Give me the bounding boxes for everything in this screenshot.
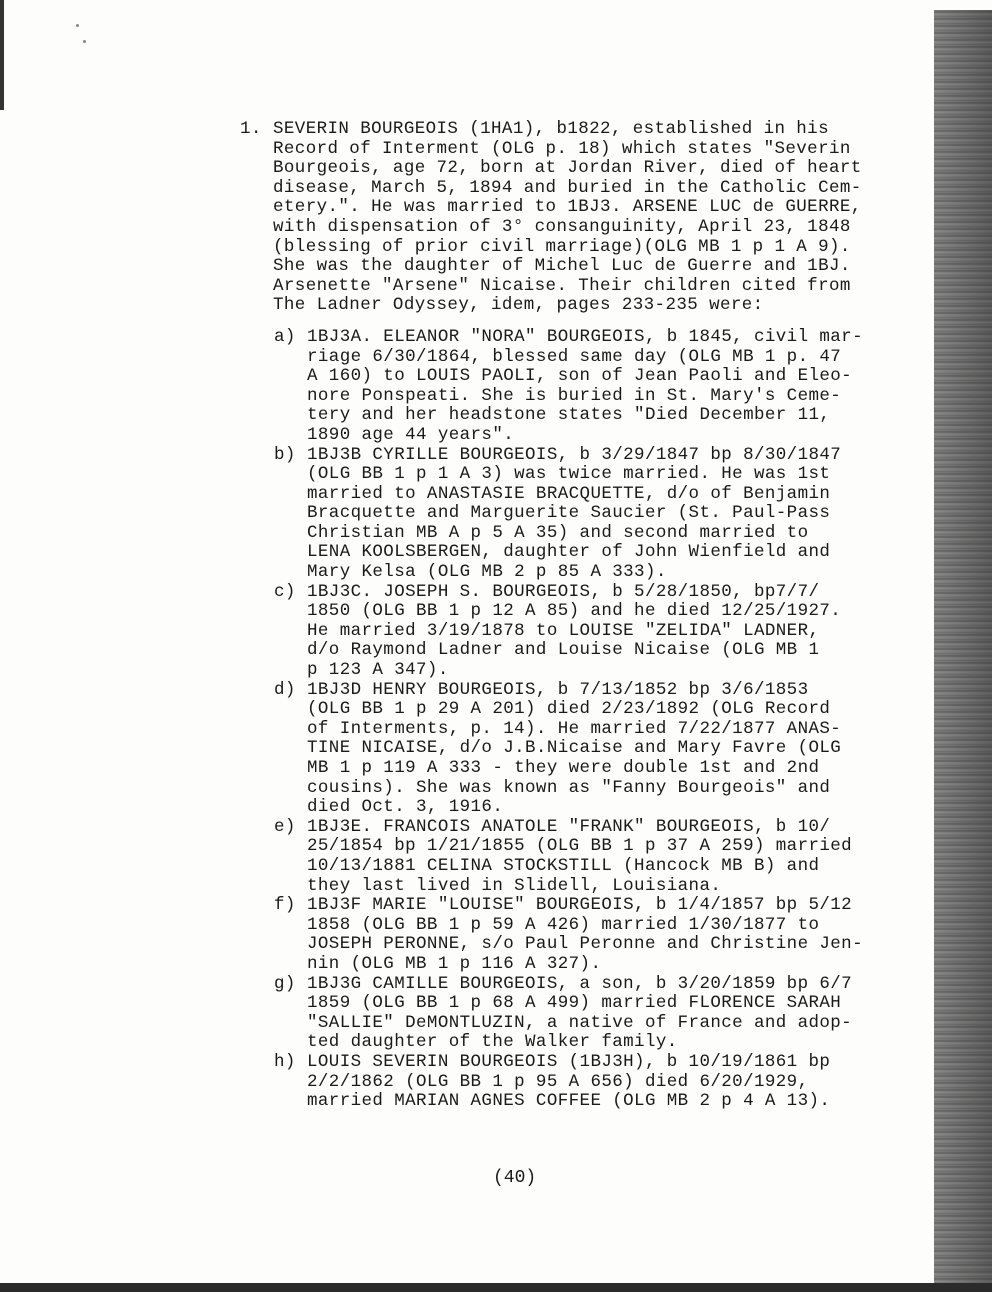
child-line: married to ANASTASIE BRACQUETTE, d/o of Benjamin <box>307 483 831 504</box>
child-body <box>307 818 852 896</box>
child-item <box>274 583 930 681</box>
child-line: riage 6/30/1864, blessed same day (OLG MB 1 p. 47 <box>307 346 842 367</box>
child-body <box>307 681 841 818</box>
child-body <box>307 583 841 681</box>
child-body <box>307 446 841 583</box>
child-line: He married 3/19/1878 to LOUISE "ZELIDA" LADNER, <box>307 620 820 641</box>
child-line: 2/2/1862 (OLG BB 1 p 95 A 656) died 6/20/1929, <box>307 1071 809 1092</box>
scan-edge-right <box>934 10 992 1285</box>
child-line: cousins). She was known as "Fanny Bourgeois" and <box>307 777 831 798</box>
child-line: JOSEPH PERONNE, s/o Paul Peronne and Christine Jen- <box>307 934 863 955</box>
page-number: (40) <box>493 1168 537 1188</box>
child-line: (OLG BB 1 p 29 A 201) died 2/23/1892 (OLG Record <box>307 699 831 720</box>
child-body <box>307 975 852 1053</box>
entry-line: Arsenette "Arsene" Nicaise. Their children cited from <box>273 275 851 296</box>
child-label: c) <box>274 581 296 602</box>
entry-line: disease, March 5, 1894 and buried in the Catholic Cem- <box>273 177 862 198</box>
scan-speck <box>76 24 79 27</box>
child-line: died Oct. 3, 1916. <box>307 797 504 818</box>
child-item <box>274 446 930 583</box>
child-line: 1BJ3E. FRANCOIS ANATOLE "FRANK" BOURGEOIS, b 10/ <box>307 816 831 837</box>
child-line: TINE NICAISE, d/o J.B.Nicaise and Mary Favre (OLG <box>307 738 842 759</box>
child-item <box>274 896 930 974</box>
entry-line: Bourgeois, age 72, born at Jordan River, died of heart <box>273 158 862 179</box>
child-line: Mary Kelsa (OLG MB 2 p 85 A 333). <box>307 562 667 583</box>
entry-body <box>273 120 930 316</box>
child-line: of Interments, p. 14). He married 7/22/1877 ANAS- <box>307 718 842 739</box>
child-item <box>274 681 930 818</box>
child-line: 1BJ3D HENRY BOURGEOIS, b 7/13/1852 bp 3/6/1853 <box>307 679 809 700</box>
child-line: 1BJ3A. ELEANOR "NORA" BOURGEOIS, b 1845, civil mar- <box>307 326 863 347</box>
child-item <box>274 818 930 896</box>
entry-line: SEVERIN BOURGEOIS (1HA1), b1822, established in his <box>273 119 829 139</box>
scan-edge-bottom <box>0 1283 992 1292</box>
child-line: nore Ponspeati. She is buried in St. Mary's Ceme- <box>307 385 842 406</box>
scan-edge-left <box>0 0 4 110</box>
entry-number: 1. <box>240 119 262 139</box>
child-label: b) <box>274 444 296 465</box>
child-line: LENA KOOLSBERGEN, daughter of John Wienfield and <box>307 542 831 563</box>
child-line: 10/13/1881 CELINA STOCKSTILL (Hancock MB B) and <box>307 855 820 876</box>
entry-line: Record of Interment (OLG p. 18) which states "Severin <box>273 138 851 159</box>
child-line: tery and her headstone states "Died December 11, <box>307 405 831 426</box>
entry-line: etery.". He was married to 1BJ3. ARSENE LUC de GUERRE, <box>273 197 862 218</box>
child-label: g) <box>274 973 296 994</box>
child-body <box>307 1053 830 1112</box>
child-line: 1858 (OLG BB 1 p 59 A 426) married 1/30/1877 to <box>307 914 820 935</box>
child-line: d/o Raymond Ladner and Louise Nicaise (OLG MB 1 <box>307 640 820 661</box>
child-line: ted daughter of the Walker family. <box>307 1032 678 1053</box>
child-line: LOUIS SEVERIN BOURGEOIS (1BJ3H), b 10/19/1861 bp <box>307 1051 831 1072</box>
child-label: e) <box>274 816 296 837</box>
child-line: Christian MB A p 5 A 35) and second married to <box>307 522 809 543</box>
child-line: MB 1 p 119 A 333 - they were double 1st and 2nd <box>307 758 820 778</box>
child-label: a) <box>274 326 296 347</box>
child-line: "SALLIE" DeMONTLUZIN, a native of France and adop- <box>307 1012 853 1033</box>
entry-line: with dispensation of 3° consanguinity, April 23, 1848 <box>273 216 851 237</box>
child-item <box>274 1053 930 1112</box>
child-line: married MARIAN AGNES COFFEE (OLG MB 2 p 4 A 13). <box>307 1091 831 1112</box>
child-line: (OLG BB 1 p 1 A 3) was twice married. He was 1st <box>307 464 831 485</box>
scan-speck <box>83 40 86 43</box>
child-label: d) <box>274 679 296 700</box>
entry-line: She was the daughter of Michel Luc de Guerre and 1BJ. <box>273 256 851 277</box>
child-line: 1890 age 44 years". <box>307 424 515 445</box>
child-line: 1BJ3B CYRILLE BOURGEOIS, b 3/29/1847 bp 8/30/1847 <box>307 444 842 465</box>
child-line: nin (OLG MB 1 p 116 A 327). <box>307 953 602 974</box>
child-line: A 160) to LOUIS PAOLI, son of Jean Paoli and Eleo- <box>307 366 853 387</box>
child-label: h) <box>274 1051 296 1072</box>
children-list <box>274 328 930 1112</box>
typed-text <box>240 120 930 1112</box>
child-line: Bracquette and Marguerite Saucier (St. Paul-Pass <box>307 503 831 524</box>
entry-severin <box>240 120 930 316</box>
child-line: 1859 (OLG BB 1 p 68 A 499) married FLORENCE SARAH <box>307 993 842 1014</box>
entry-line: The Ladner Odyssey, idem, pages 233-235 were: <box>273 295 764 316</box>
child-label: f) <box>274 895 296 916</box>
child-line: 25/1854 bp 1/21/1855 (OLG BB 1 p 37 A 259) married <box>307 836 853 857</box>
child-body <box>307 896 863 974</box>
child-item <box>274 975 930 1053</box>
child-line: 1BJ3C. JOSEPH S. BOURGEOIS, b 5/28/1850, bp7/7/ <box>307 581 820 602</box>
child-line: 1BJ3F MARIE "LOUISE" BOURGEOIS, b 1/4/1857 bp 5/12 <box>307 895 853 916</box>
child-line: 1850 (OLG BB 1 p 12 A 85) and he died 12/25/1927. <box>307 601 842 622</box>
child-item <box>274 328 930 446</box>
child-line: they last lived in Slidell, Louisiana. <box>307 875 722 896</box>
child-line: 1BJ3G CAMILLE BOURGEOIS, a son, b 3/20/1859 bp 6/7 <box>307 973 853 994</box>
child-line: p 123 A 347). <box>307 660 449 681</box>
child-body <box>307 328 863 446</box>
entry-line: (blessing of prior civil marriage)(OLG MB 1 p 1 A 9). <box>273 236 851 257</box>
